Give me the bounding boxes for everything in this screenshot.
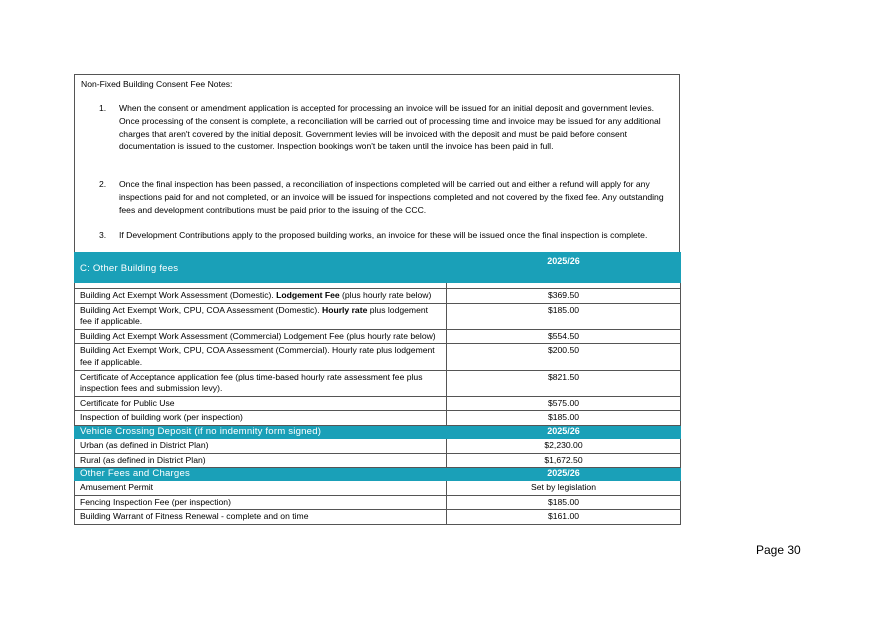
fee-description-text: Building Act Exempt Work Assessment (Domestic). — [80, 290, 277, 300]
fee-row — [75, 289, 681, 304]
fee-description — [75, 370, 447, 396]
section-header — [75, 253, 681, 283]
fee-description-text: Rural (as defined in District Plan) — [80, 454, 206, 465]
fee-row — [75, 453, 681, 468]
fee-description — [75, 481, 447, 496]
fee-description — [75, 438, 447, 453]
fee-value: $200.50 — [447, 344, 681, 370]
fee-value: $161.00 — [447, 510, 681, 525]
fee-value: $185.00 — [447, 411, 681, 426]
fee-value: Set by legislation — [447, 481, 681, 496]
fee-description-text: Inspection of building work (per inspection) — [80, 412, 243, 423]
fee-description — [75, 303, 447, 329]
note-text: Once the final inspection has been passed, a reconciliation of inspections completed will be carried out and either a refund will apply for any inspections paid for and not completed, or an invoice will be issued for inspections completed and not covered by the fixed fee. Any outstanding fees and development contributions must be paid prior to the issuing of the CCC. — [119, 179, 664, 215]
fee-value: $185.00 — [447, 303, 681, 329]
fees-table — [74, 252, 681, 525]
fee-description — [75, 495, 447, 510]
note-item — [99, 178, 673, 216]
fee-description — [75, 329, 447, 344]
fee-value: $575.00 — [447, 396, 681, 411]
fee-row — [75, 495, 681, 510]
fee-description-text: Building Act Exempt Work, CPU, COA Assessment (Domestic). — [80, 304, 322, 315]
fee-row — [75, 411, 681, 426]
fee-description-text: Urban (as defined in District Plan) — [80, 439, 209, 450]
fee-value: $1,672.50 — [447, 453, 681, 468]
note-number: 1. — [99, 103, 107, 113]
fee-description — [75, 289, 447, 304]
fee-description-text: Certificate of Acceptance application fee (plus time-based hourly rate assessment fee plus inspection fees and submission levy). — [80, 371, 423, 394]
fee-row — [75, 329, 681, 344]
fee-description-text: Building Act Exempt Work Assessment (Commercial) Lodgement Fee (plus hourly rate below) — [80, 330, 436, 341]
fee-row — [75, 481, 681, 496]
note-number: 2. — [99, 179, 107, 189]
fee-row — [75, 370, 681, 396]
fee-description-text: Building Act Exempt Work, CPU, COA Assessment (Commercial). Hourly rate plus lodgement fee if applicable. — [80, 345, 435, 367]
note-text: When the consent or amendment application is accepted for processing an invoice will be issued for an initial deposit and government levies. Once processing of the consent is complete, a reconciliation will be carried out of processing time and invoice may be issued for any additional charges that aren't covered by the initial deposit. Government levies will be invoiced with the deposit and must be paid before consent documentation is issued to the customer. Inspection bookings won't be taken until the invoice has been paid in full. — [119, 103, 661, 152]
fee-value: $821.50 — [447, 370, 681, 396]
fee-description — [75, 396, 447, 411]
section-title: C: Other Building fees — [75, 253, 447, 283]
fee-row — [75, 344, 681, 370]
fee-description-text: plus lodgement fee if applicable. — [80, 304, 429, 327]
fee-row — [75, 303, 681, 329]
fee-notes-box — [74, 74, 680, 252]
section-title: Other Fees and Charges — [75, 468, 447, 481]
fee-description — [75, 344, 447, 370]
fee-description-text: Certificate for Public Use — [80, 397, 175, 408]
note-item — [99, 102, 673, 153]
fee-description-text: Building Warrant of Fitness Renewal - complete and on time — [80, 511, 309, 522]
fee-description — [75, 453, 447, 468]
fee-description — [75, 510, 447, 525]
fee-value: $2,230.00 — [447, 438, 681, 453]
notes-title: Non-Fixed Building Consent Fee Notes: — [81, 79, 233, 89]
fee-description-emphasis: Lodgement Fee — [276, 290, 340, 300]
note-text: If Development Contributions apply to the proposed building works, an invoice for these will be issued once the final inspection is complete. — [119, 230, 648, 240]
fee-description-emphasis: Hourly rate — [321, 304, 368, 315]
section-title: Vehicle Crossing Deposit (if no indemnity form signed) — [75, 425, 447, 438]
fee-description-text: Amusement Permit — [80, 482, 154, 493]
fee-row — [75, 396, 681, 411]
fee-row — [75, 438, 681, 453]
note-number: 3. — [99, 230, 107, 240]
section-year: 2025/26 — [447, 468, 681, 481]
section-year: 2025/26 — [447, 253, 681, 283]
fee-value: $554.50 — [447, 329, 681, 344]
section-header — [75, 468, 681, 481]
fee-value: $369.50 — [447, 289, 681, 304]
fee-description-text: Fencing Inspection Fee (per inspection) — [80, 496, 231, 507]
section-year: 2025/26 — [447, 425, 681, 438]
fee-description-text: (plus hourly rate below) — [339, 290, 432, 300]
note-item — [99, 229, 673, 242]
page-number: Page 30 — [756, 543, 801, 557]
section-header — [75, 425, 681, 438]
fee-description — [75, 411, 447, 426]
fee-row — [75, 510, 681, 525]
fee-value: $185.00 — [447, 495, 681, 510]
